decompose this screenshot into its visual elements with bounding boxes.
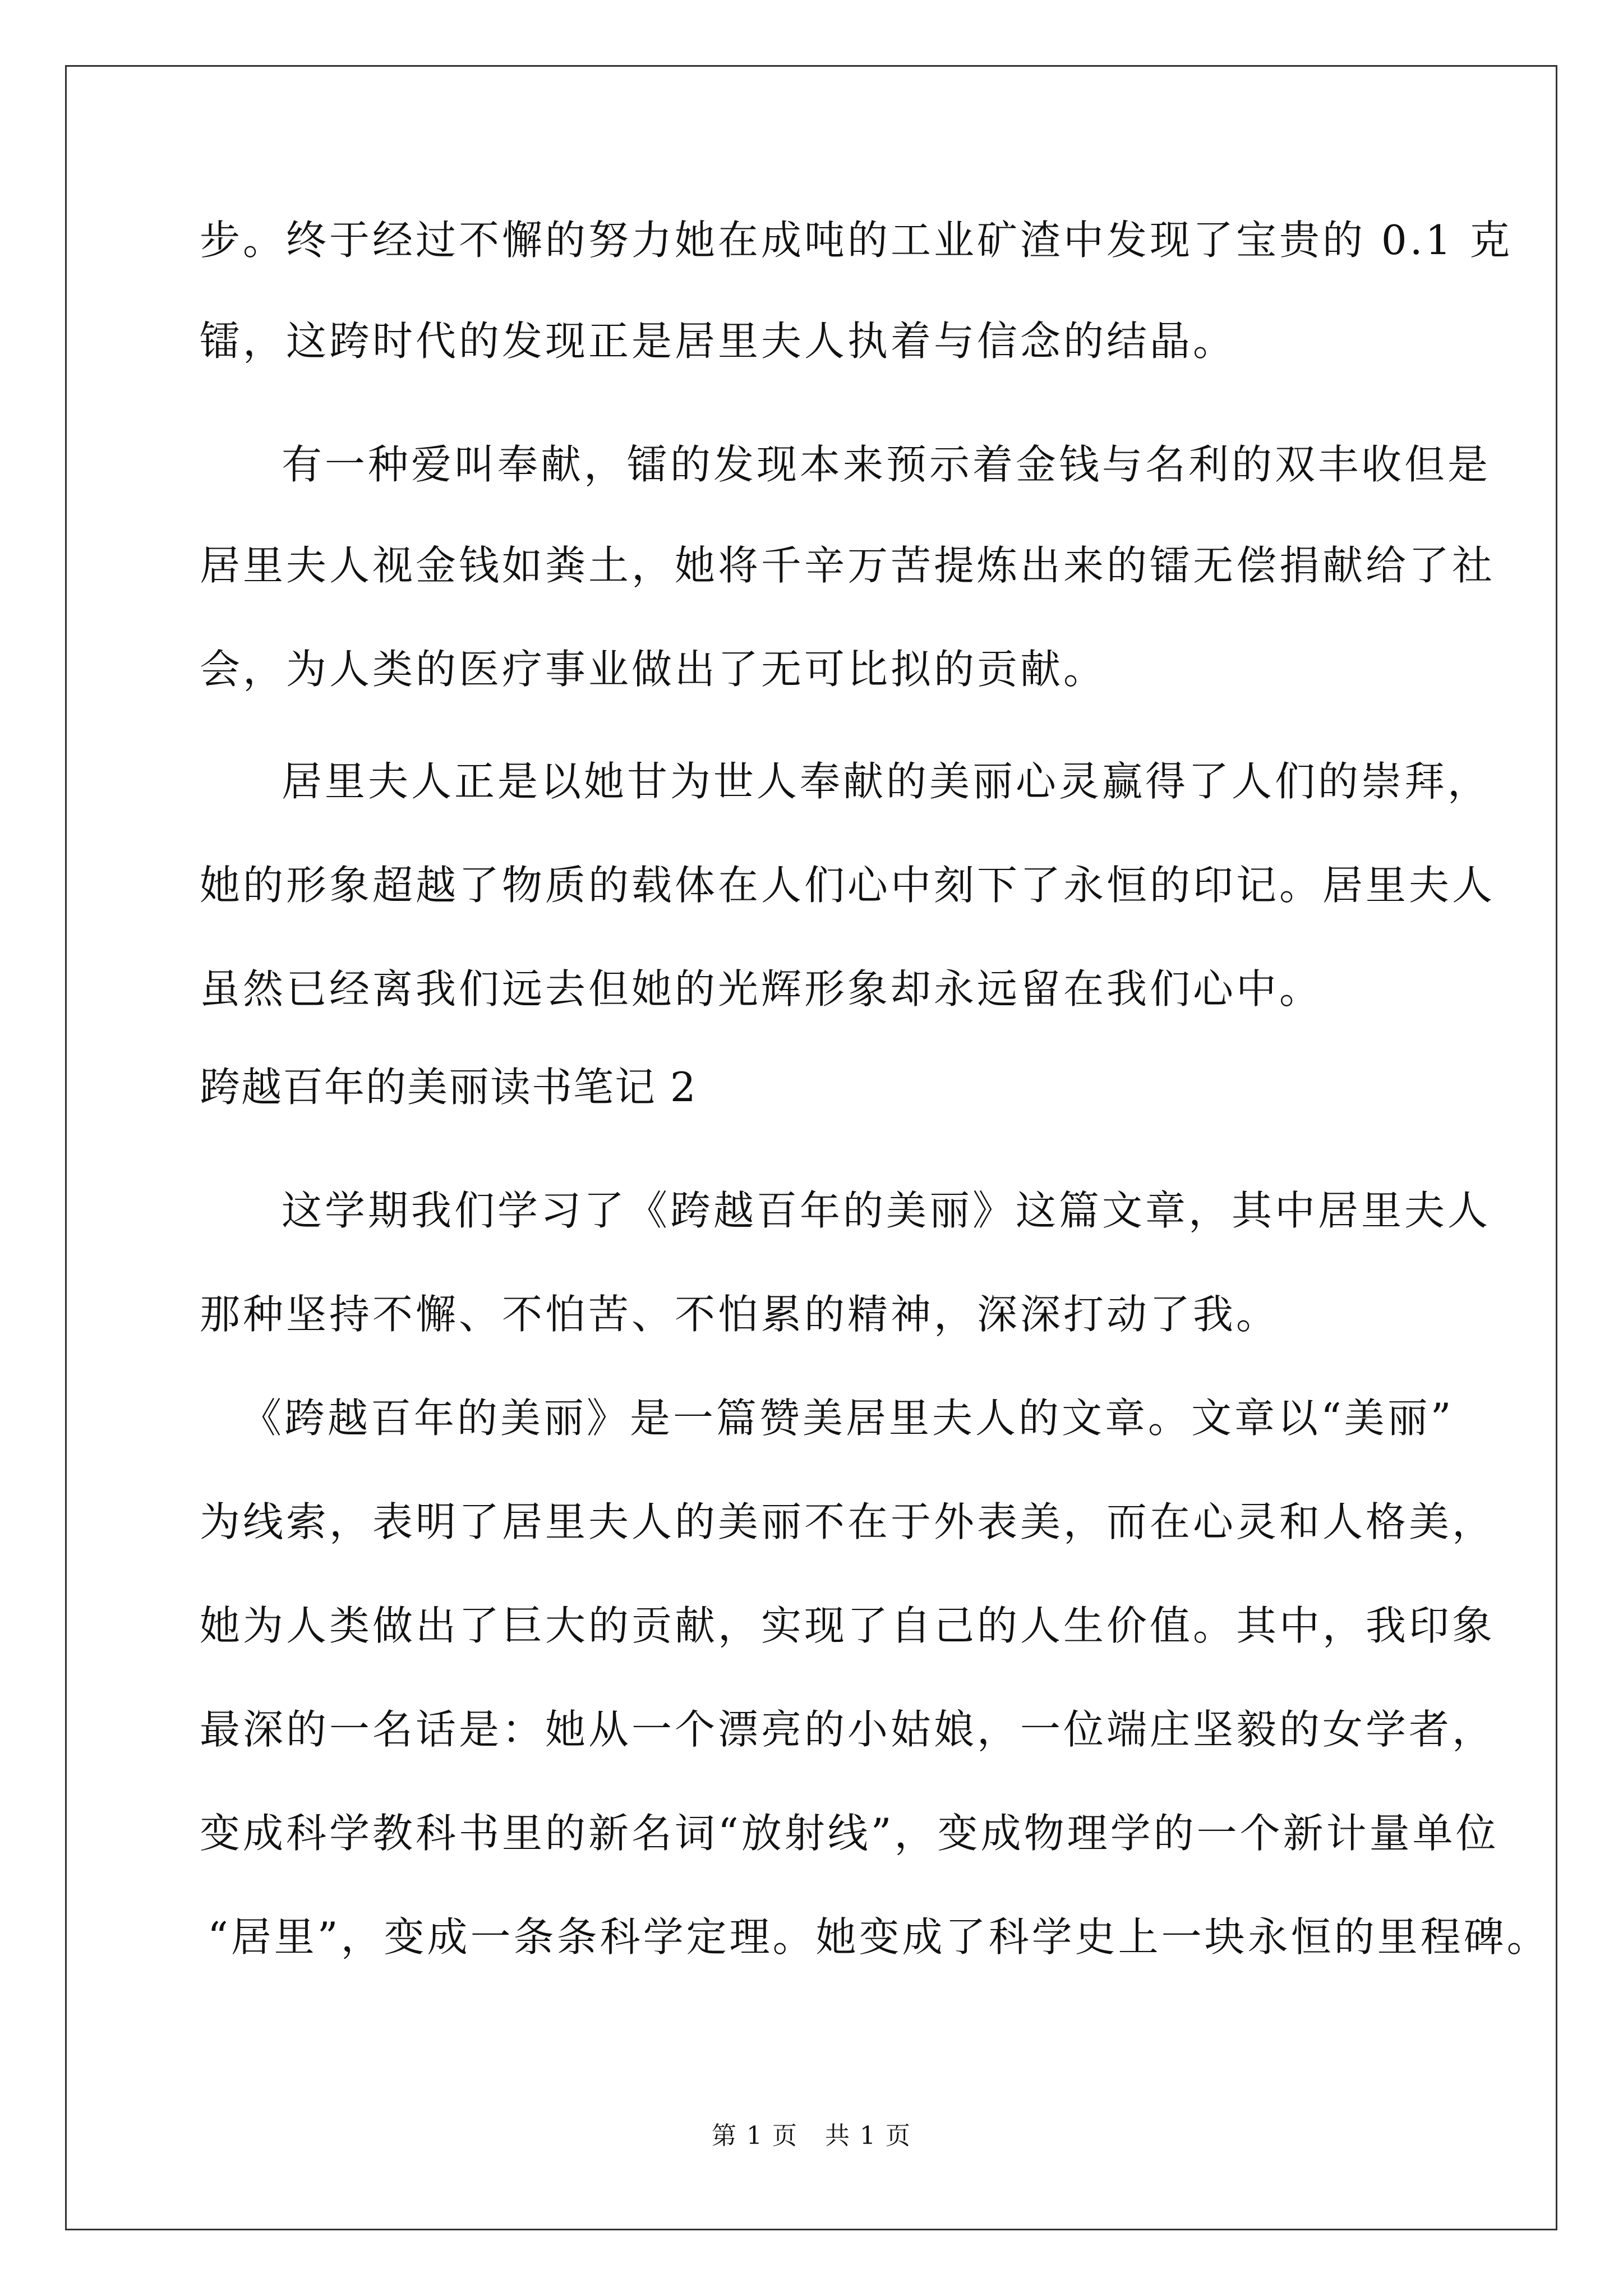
text-line: 为线索，表明了居里夫人的美丽不在于外表美，而在心灵和人格美， — [200, 1498, 1496, 1545]
text-line: 变成科学教科书里的新名词“放射线”，变成物理学的一个新计量单位 — [200, 1810, 1499, 1857]
paragraph-start-line: 居里夫人正是以她甘为世人奉献的美丽心灵赢得了人们的崇拜， — [282, 758, 1491, 805]
text-line: 会，为人类的医疗事业做出了无可比拟的贡献。 — [200, 646, 1107, 693]
paragraph-start-line: 有一种爱叫奉献，镭的发现本来预示着金钱与名利的双丰收但是 — [282, 441, 1491, 488]
text-line: “居里”，变成一条条科学定理。她变成了科学史上一块永恒的里程碑。 — [208, 1913, 1550, 1961]
text-line: 她的形象超越了物质的载体在人们心中刻下了永恒的印记。居里夫人 — [200, 862, 1496, 909]
section-heading: 跨越百年的美丽读书笔记 2 — [200, 1064, 697, 1111]
text-line: 那种坚持不懈、不怕苦、不怕累的精神，深深打动了我。 — [200, 1291, 1280, 1338]
text-line: 步。终于经过不懈的努力她在成吨的工业矿渣中发现了宝贵的 0.1 克 — [200, 217, 1513, 264]
text-line: 虽然已经离我们远去但她的光辉形象却永远留在我们心中。 — [200, 965, 1323, 1013]
text-line: 她为人类做出了巨大的贡献，实现了自己的人生价值。其中，我印象 — [200, 1602, 1496, 1649]
page-number-footer: 第 1 页 共 1 页 — [712, 2122, 911, 2150]
text-line: 居里夫人视金钱如粪土，她将千辛万苦提炼出来的镭无偿捐献给了社 — [200, 542, 1496, 589]
page-border — [65, 65, 1557, 2230]
text-line: 最深的一名话是：她从一个漂亮的小姑娘，一位端庄坚毅的女学者， — [200, 1706, 1496, 1753]
paragraph-start-line: 这学期我们学习了《跨越百年的美丽》这篇文章，其中居里夫人 — [282, 1187, 1491, 1234]
text-line: 镭，这跨时代的发现正是居里夫人执着与信念的结晶。 — [200, 318, 1237, 365]
paragraph-start-line: 《跨越百年的美丽》是一篇赞美居里夫人的文章。文章以“美丽” — [241, 1395, 1454, 1442]
